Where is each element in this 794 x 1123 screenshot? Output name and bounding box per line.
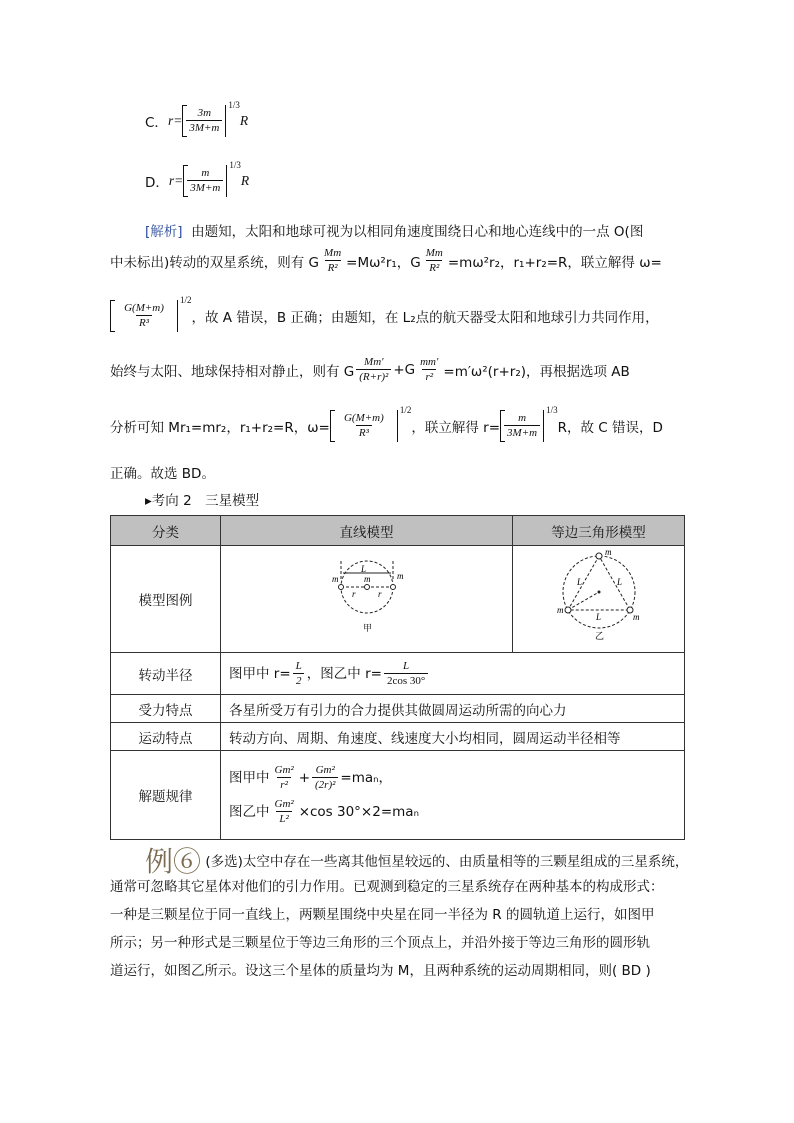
example-mark: 例⑥ bbox=[145, 845, 202, 878]
numerator: Gm² bbox=[274, 764, 294, 776]
analysis-line-2 bbox=[110, 247, 662, 275]
numerator: m bbox=[518, 412, 527, 424]
text: =mω²r₂，r₁+r₂=R，联立解得 ω= bbox=[447, 255, 662, 271]
label-L: L bbox=[616, 577, 622, 587]
linear-model-diagram bbox=[307, 549, 427, 645]
text: 图乙中 bbox=[229, 804, 270, 820]
analysis-line-5 bbox=[110, 405, 663, 442]
label-L: L bbox=[360, 564, 366, 574]
text: ，图乙中 r= bbox=[306, 665, 382, 682]
formula-text: r= bbox=[168, 173, 184, 188]
text: +G bbox=[393, 362, 416, 378]
label-m: m bbox=[363, 574, 370, 584]
denominator: r² bbox=[277, 777, 291, 792]
table-row bbox=[111, 695, 685, 723]
analysis-tag: [解析] bbox=[145, 224, 183, 240]
figure-caption: 乙 bbox=[594, 632, 604, 642]
formula-text: R bbox=[239, 113, 249, 128]
text: 道运行，如图乙所示。设这三个星体的质量均为 M，且两种系统的运动周期相同，则( BD ) bbox=[110, 963, 651, 979]
text: =Mω²r₁，G bbox=[346, 255, 421, 271]
text: 中未标出)转动的双星系统，则有 G bbox=[110, 255, 320, 271]
text: 由题知，太阳和地球可视为以相同角速度围绕日心和地心连线中的一点 O(图 bbox=[191, 224, 644, 240]
text: ▸考向 2 三星模型 bbox=[145, 493, 260, 509]
example-line-3 bbox=[110, 903, 654, 923]
numerator: L bbox=[295, 659, 302, 672]
denominator: 3M+m bbox=[186, 120, 222, 135]
numerator: mm′ bbox=[420, 356, 439, 368]
exponent: 1/3 bbox=[229, 160, 241, 170]
analysis-line-4 bbox=[110, 356, 630, 384]
denominator: 2cos 30° bbox=[384, 673, 428, 688]
denominator: R² bbox=[325, 260, 341, 275]
numerator: Mm bbox=[425, 247, 443, 259]
table-row bbox=[111, 751, 685, 840]
label-m: m bbox=[556, 605, 563, 615]
label-r: r bbox=[377, 589, 382, 599]
text: 正确。故选 BD。 bbox=[110, 466, 215, 482]
numerator: 3m bbox=[197, 107, 212, 119]
rule-cell bbox=[221, 751, 685, 840]
analysis-line-1 bbox=[145, 220, 643, 240]
label-m: m bbox=[331, 574, 338, 584]
text: 图甲中 r= bbox=[229, 665, 291, 682]
analysis-line-6 bbox=[110, 462, 215, 482]
numerator: m bbox=[201, 167, 210, 179]
text: =m′ω²(r+r₂)，再根据选项 AB bbox=[443, 364, 630, 380]
formula-text: R bbox=[240, 173, 250, 188]
numerator: G(M+m) bbox=[124, 302, 164, 314]
denominator: 2 bbox=[293, 673, 305, 688]
linear-model-figure bbox=[221, 546, 513, 653]
exponent: 1/2 bbox=[180, 295, 192, 305]
header-cell: 等边三角形模型 bbox=[513, 516, 685, 546]
option-d bbox=[145, 160, 250, 197]
section-heading bbox=[145, 489, 259, 509]
option-label: C． bbox=[145, 115, 168, 131]
denominator: 3M+m bbox=[187, 180, 223, 195]
text: 通常可忽略其它星体对他们的引力作用。已观测到稳定的三星系统存在两种基本的构成形式： bbox=[110, 879, 664, 895]
numerator: G(M+m) bbox=[343, 412, 384, 424]
denominator: (2r)² bbox=[312, 777, 338, 792]
motion-cell: 转动方向、周期、角速度、线速度大小均相同，圆周运动半径相等 bbox=[221, 723, 685, 751]
text: (多选)太空中存在一些离其他恒星较远的、由质量相等的三颗星组成的三星系统， bbox=[205, 854, 689, 870]
text: =maₙ， bbox=[340, 770, 393, 786]
header-cell: 直线模型 bbox=[221, 516, 513, 546]
label-m: m bbox=[632, 612, 639, 622]
denominator: (R+r)² bbox=[356, 369, 391, 384]
numerator: Gm² bbox=[315, 764, 335, 776]
denominator: R³ bbox=[136, 315, 152, 330]
row-label: 转动半径 bbox=[111, 653, 221, 695]
denominator: L² bbox=[276, 811, 291, 826]
label-m: m bbox=[396, 571, 403, 581]
formula-text: r= bbox=[167, 113, 183, 128]
text: R，故 C 错误，D bbox=[557, 420, 663, 436]
denominator: r² bbox=[422, 369, 436, 384]
text: ×cos 30°×2=maₙ bbox=[298, 804, 419, 820]
example-line-1 bbox=[145, 840, 688, 880]
row-label: 解题规律 bbox=[111, 751, 221, 840]
table-row bbox=[111, 653, 685, 695]
exponent: 1/3 bbox=[228, 100, 240, 110]
denominator: R² bbox=[426, 260, 442, 275]
table-row bbox=[111, 546, 685, 653]
row-label: 受力特点 bbox=[111, 695, 221, 723]
exponent: 1/2 bbox=[399, 405, 412, 415]
radius-cell bbox=[221, 653, 685, 695]
table-header bbox=[111, 516, 685, 546]
text: 始终与太阳、地球保持相对静止，则有 G bbox=[110, 364, 355, 380]
table-row bbox=[111, 723, 685, 751]
option-label: D． bbox=[145, 175, 169, 191]
three-star-table bbox=[110, 515, 685, 840]
numerator: Gm² bbox=[274, 798, 294, 810]
force-cell: 各星所受万有引力的合力提供其做圆周运动所需的向心力 bbox=[221, 695, 685, 723]
label-L: L bbox=[576, 577, 582, 587]
text: + bbox=[298, 770, 310, 786]
header-cell: 分类 bbox=[111, 516, 221, 546]
option-c bbox=[145, 100, 249, 137]
triangle-model-figure bbox=[513, 546, 685, 653]
text: 一种是三颗星位于同一直线上，两颗星围绕中央星在同一半径为 R 的圆轨道上运行，如图甲 bbox=[110, 907, 655, 923]
numerator: Mm bbox=[324, 247, 342, 259]
example-line-4 bbox=[110, 931, 650, 951]
text: ，联立解得 r= bbox=[411, 420, 501, 436]
label-r: r bbox=[351, 589, 356, 599]
row-label: 模型图例 bbox=[111, 546, 221, 653]
label-L: L bbox=[595, 612, 601, 622]
example-line-2 bbox=[110, 875, 664, 895]
text: ，故 A 错误，B 正确；由题知，在 L₂点的航天器受太阳和地球引力共同作用， bbox=[191, 310, 659, 326]
text: 分析可知 Mr₁=mr₂，r₁+r₂=R，ω= bbox=[110, 420, 330, 436]
denominator: 3M+m bbox=[504, 425, 540, 440]
triangle-model-diagram bbox=[539, 547, 659, 647]
example-line-5 bbox=[110, 959, 651, 979]
numerator: Mm′ bbox=[364, 356, 384, 368]
numerator: L bbox=[403, 659, 410, 672]
text: 所示；另一种形式是三颗星位于等边三角形的三个顶点上，并沿外接于等边三角形的圆形轨 bbox=[110, 935, 650, 951]
label-m: m bbox=[604, 547, 611, 557]
text: 图甲中 bbox=[229, 770, 270, 786]
exponent: 1/3 bbox=[546, 405, 558, 415]
denominator: R³ bbox=[356, 425, 372, 440]
row-label: 运动特点 bbox=[111, 723, 221, 751]
analysis-line-3 bbox=[110, 295, 659, 332]
figure-caption: 甲 bbox=[362, 624, 372, 634]
